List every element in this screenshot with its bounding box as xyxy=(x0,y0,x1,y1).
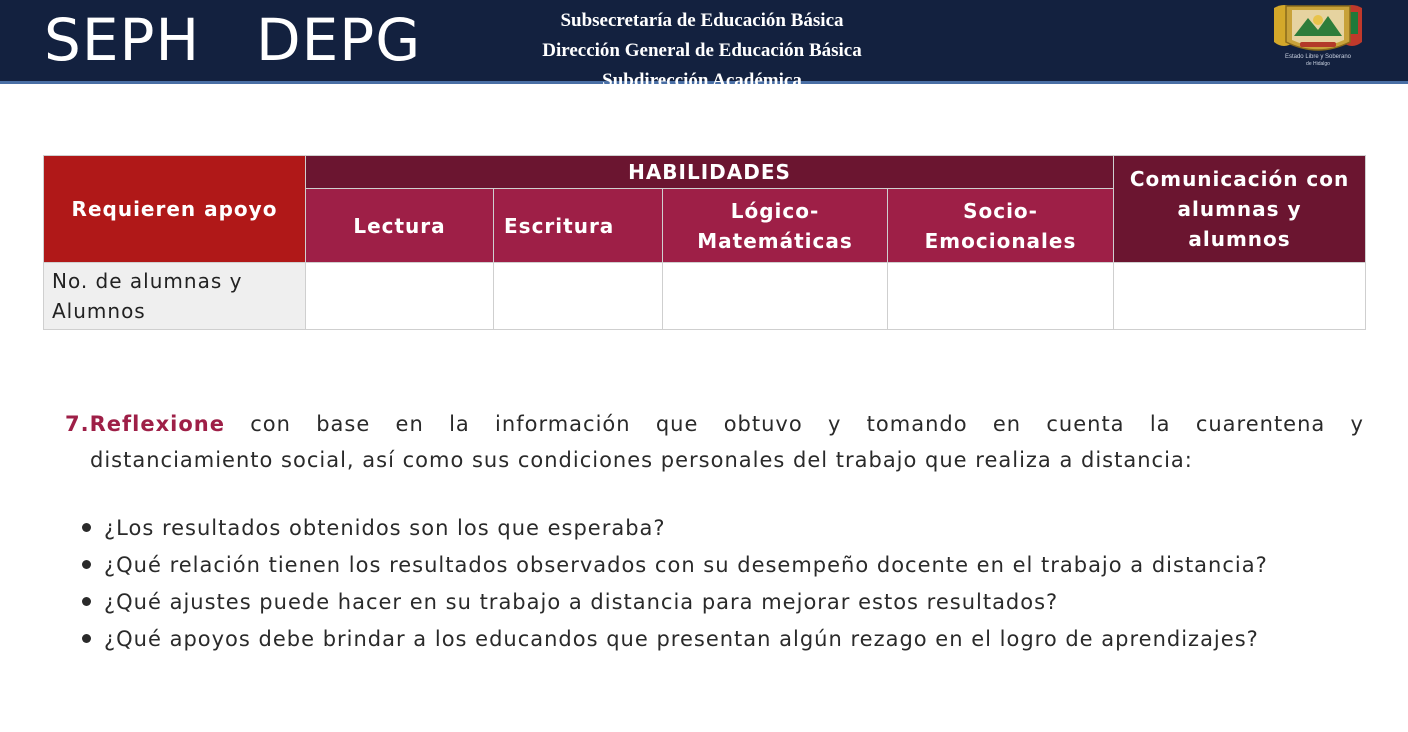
question-item xyxy=(82,546,1372,583)
depg-logo-text: DEPG xyxy=(256,6,422,74)
reflection-questions-list xyxy=(82,509,1372,657)
header-requieren-apoyo: Requieren apoyo xyxy=(44,156,306,263)
reflection-paragraph xyxy=(62,406,1364,478)
state-coat-of-arms-icon xyxy=(1264,2,1372,68)
subheader-logico-matematicas: Lógico-Matemáticas xyxy=(663,189,888,263)
bullet-icon xyxy=(82,560,91,569)
title-subdireccion: Subdirección Académica xyxy=(602,70,802,91)
bullet-icon xyxy=(82,634,91,643)
bullet-icon xyxy=(82,523,91,532)
item-number: 7. xyxy=(65,412,90,436)
question-item xyxy=(82,620,1372,657)
support-needs-table xyxy=(43,155,1366,330)
reflection-line-2: distanciamiento social, así como sus condiciones personales del trabajo que realiza a distancia: xyxy=(90,448,1193,472)
header-comunicacion: Comunicación con alumnas y alumnos xyxy=(1114,156,1366,263)
title-direccion-general: Dirección General de Educación Básica xyxy=(542,40,862,61)
question-text: ¿Qué apoyos debe brindar a los educandos que presentan algún rezago en el logro de aprendizajes? xyxy=(104,626,1259,651)
cell-comunicacion[interactable] xyxy=(1114,263,1366,330)
reflection-line-1-rest: con base en la información que obtuvo y tomando en cuenta la cuarentena y xyxy=(224,412,1364,436)
header-habilidades: HABILIDADES xyxy=(306,156,1114,189)
reflection-line-1 xyxy=(62,406,1364,442)
bullet-icon xyxy=(82,597,91,606)
question-text: ¿Qué ajustes puede hacer en su trabajo a distancia para mejorar estos resultados? xyxy=(104,589,1059,614)
svg-text:Estado Libre y Soberano: Estado Libre y Soberano xyxy=(1284,54,1352,60)
question-text: ¿Los resultados obtenidos son los que esperaba? xyxy=(104,515,666,540)
title-subsecretaria: Subsecretaría de Educación Básica xyxy=(560,10,844,31)
institution-titles xyxy=(470,6,934,96)
subheader-escritura: Escritura xyxy=(494,189,663,263)
reflection-keyword: Reflexione xyxy=(89,412,225,436)
page-header xyxy=(0,0,1408,91)
cell-escritura[interactable] xyxy=(494,263,663,330)
subheader-lectura: Lectura xyxy=(306,189,494,263)
seph-logo-text: SEPH xyxy=(44,6,201,74)
question-item xyxy=(82,583,1372,620)
subheader-socio-emocionales: Socio-Emocionales xyxy=(888,189,1114,263)
cell-logico-matematicas[interactable] xyxy=(663,263,888,330)
cell-lectura[interactable] xyxy=(306,263,494,330)
svg-text:de Hidalgo: de Hidalgo xyxy=(1306,61,1330,67)
cell-socio-emocionales[interactable] xyxy=(888,263,1114,330)
row-label-alumnos: No. de alumnas y Alumnos xyxy=(44,263,306,330)
question-item xyxy=(82,509,1372,546)
question-text: ¿Qué relación tienen los resultados observados con su desempeño docente en el trabajo a distancia? xyxy=(104,552,1268,577)
